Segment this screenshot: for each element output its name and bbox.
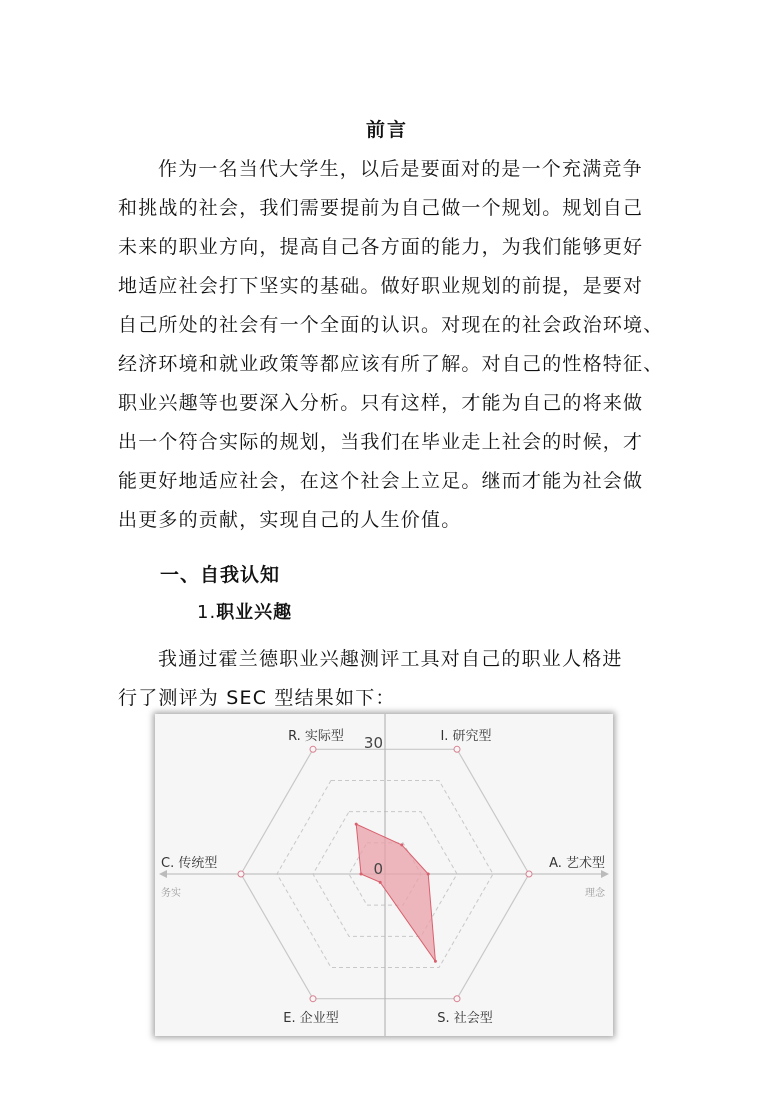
axis-label: R. 实际型 [288,729,344,744]
intro-line: 能更好地适应社会，在这个社会上立足。继而才能为社会做 [118,470,644,492]
vertex-marker [454,996,460,1002]
intro-line: 未来的职业方向，提高自己各方面的能力，为我们能够更好 [118,236,644,258]
intro-line: 出一个符合实际的规划，当我们在毕业走上社会的时候，才 [118,431,644,453]
page-title: 前言 [365,119,408,141]
vertex-marker [454,746,460,752]
axis-label: C. 传统型 [161,856,218,871]
left-arrow-icon [159,870,167,878]
holland-radar-chart [155,714,613,1036]
data-point [355,823,358,826]
intro-line: 作为一名当代大学生，以后是要面对的是一个充满竞争 [158,158,643,180]
axis-label: A. 艺术型 [549,856,605,871]
intro-line: 地适应社会打下坚实的基础。做好职业规划的前提，是要对 [118,275,644,297]
vertex-marker [310,746,316,752]
section-heading: 一、自我认知 [160,564,281,586]
vertex-marker [238,871,244,877]
intro-line: 出更多的贡献，实现自己的人生价值。 [118,509,462,531]
right-side-label: 理念 [585,888,605,899]
subsection-title: 职业兴趣 [216,602,293,623]
data-point [427,873,430,876]
intro-line: 和挑战的社会，我们需要提前为自己做一个规划。规划自己 [118,197,644,219]
data-point [379,881,382,884]
intro-line: 自己所处的社会有一个全面的认识。对现在的社会政治环境、 [118,314,664,336]
right-arrow-icon [601,870,609,878]
scale-min-label: 0 [373,860,383,878]
intro-line: 经济环境和就业政策等都应该有所了解。对自己的性格特征、 [118,353,664,375]
data-point [434,960,437,963]
data-polygon [356,824,435,961]
radar-svg [155,714,613,1036]
axis-label: E. 企业型 [283,1011,339,1026]
subsection-number: 1. [197,602,217,623]
data-point [360,873,363,876]
test-line: 行了测评为 SEC 型结果如下： [118,687,396,709]
test-paragraph [118,640,663,718]
scale-max-label: 30 [363,734,383,752]
subsection-heading [197,598,292,624]
axis-label: S. 社会型 [437,1011,493,1026]
vertex-marker [310,996,316,1002]
test-line: 我通过霍兰德职业兴趣测评工具对自己的职业人格进 [158,648,623,670]
left-side-label: 务实 [161,888,181,899]
intro-line: 职业兴趣等也要深入分析。只有这样，才能为自己的将来做 [118,392,644,414]
vertex-marker [526,871,532,877]
intro-paragraph [118,150,663,540]
data-point [400,843,403,846]
axis-label: I. 研究型 [440,729,492,744]
